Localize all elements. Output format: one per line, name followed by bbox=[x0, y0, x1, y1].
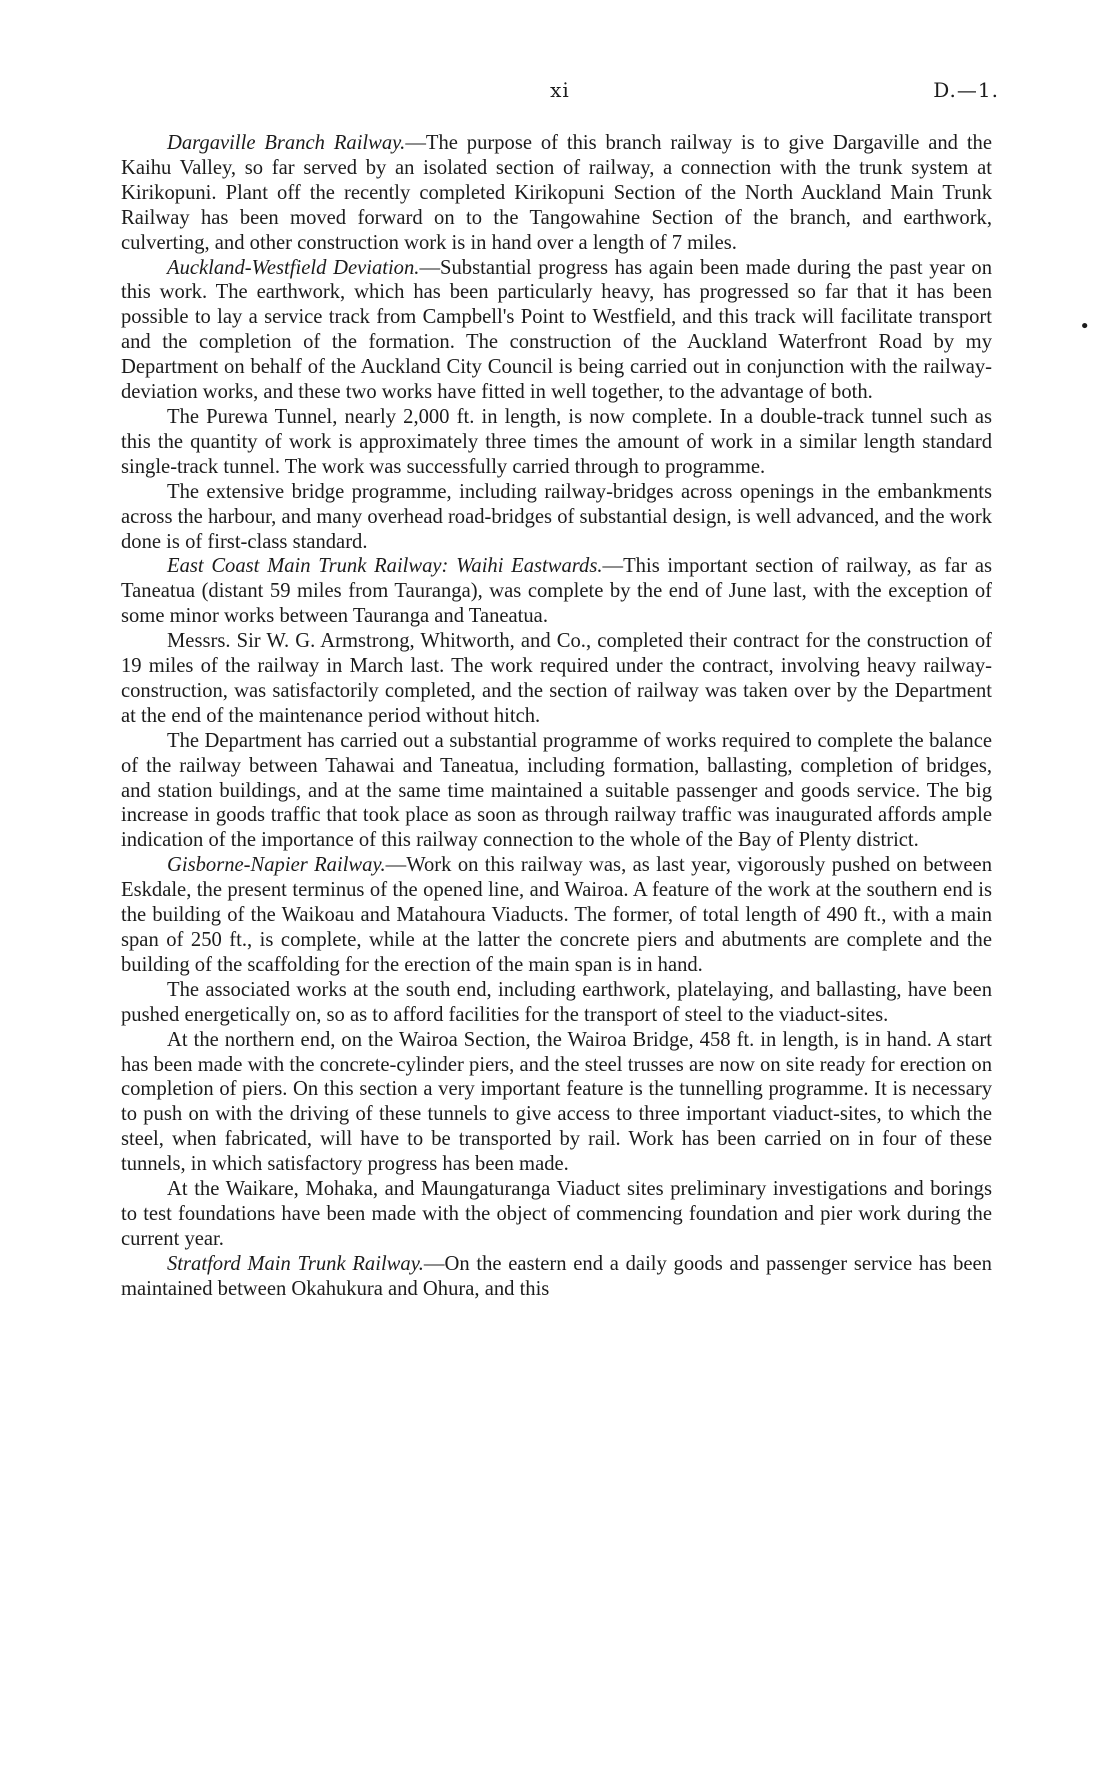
paragraph-gisborne-napier bbox=[121, 853, 992, 978]
page-number: xi bbox=[550, 78, 570, 102]
document-reference: D.—1. bbox=[933, 78, 999, 102]
paragraph-south-end-works bbox=[121, 978, 992, 1028]
paragraph-viaduct-sites bbox=[121, 1177, 992, 1252]
paragraph-text: —This important section of railway, as far as Taneatua (distant 59 miles from Tauranga), was complete by the end of June last, with the exception of some minor works between Tauranga and Taneatua. bbox=[121, 555, 992, 628]
paragraph-text: The extensive bridge programme, including railway-bridges across openings in the embankments across the harbour, and many overhead road-bridges of substantial design, is well advanced, and the work done is of first-class standard. bbox=[121, 480, 992, 553]
paragraph-text: —Work on this railway was, as last year, vigorously pushed on between Eskdale, the present terminus of the opened line, and Wairoa. A feature of the work at the southern end is the building of the Waikoau and Matahoura Viaducts. The former, of total length of 490 ft., with a main span of 250 ft., is complete, while at the latter the concrete piers and abutments are complete and the building of the scaffolding for the erection of the main span is in hand. bbox=[121, 854, 992, 976]
paragraph-auckland-westfield bbox=[121, 256, 992, 405]
body-text bbox=[121, 131, 992, 1302]
paragraph-text: The Department has carried out a substantial programme of works required to complete the balance of the railway between Tahawai and Taneatua, including formation, ballasting, completion of bridges, and station buildings, and at the same time maintained a suitable passenger and goods service. The big increase in goods traffic that took place as soon as through railway traffic was inaugurated affords ample indication of the importance of this railway connection to the whole of the Bay of Plenty district. bbox=[121, 729, 992, 852]
section-heading-stratford: Stratford Main Trunk Railway. bbox=[167, 1252, 424, 1275]
paragraph-department-works bbox=[121, 729, 992, 854]
paragraph-text: —On the eastern end a daily goods and passenger service has been maintained between Okahukura and Ohura, and this bbox=[121, 1252, 992, 1300]
margin-mark: • bbox=[1079, 316, 1090, 337]
paragraph-bridge-programme bbox=[121, 480, 992, 555]
paragraph-text: The associated works at the south end, including earthwork, platelaying, and ballasting, have been pushed energetically on, so as to afford facilities for the transport of steel to the viaduct-sites. bbox=[121, 978, 992, 1026]
paragraph-text: Messrs. Sir W. G. Armstrong, Whitworth, and Co., completed their contract for the construction of 19 miles of the railway in March last. The work required under the contract, involving heavy railway-construction, was satisfactorily completed, and the section of railway was taken over by the Department at the end of the maintenance period without hitch. bbox=[121, 630, 992, 727]
paragraph-east-coast bbox=[121, 554, 992, 629]
section-heading-auckland-westfield: Auckland-Westfield Deviation. bbox=[167, 256, 420, 279]
paragraph-northern-end bbox=[121, 1028, 992, 1177]
paragraph-dargaville bbox=[121, 131, 992, 256]
paragraph-text: —The purpose of this branch railway is to give Dargaville and the Kaihu Valley, so far served by an isolated section of railway, a connection with the trunk system at Kirikopuni. Plant off the recently completed Kirikopuni Section of the North Auckland Main Trunk Railway has been moved forward on to the Tangowahine Section of the branch, and earthwork, culverting, and other construction work is in hand over a length of 7 miles. bbox=[121, 132, 992, 254]
paragraph-text: The Purewa Tunnel, nearly 2,000 ft. in length, is now complete. In a double-track tunnel such as this the quantity of work is approximately three times the amount of work in a similar length standard single-track tunnel. The work was successfully carried through to programme. bbox=[121, 405, 992, 478]
paragraph-stratford bbox=[121, 1252, 992, 1302]
section-heading-dargaville: Dargaville Branch Railway. bbox=[167, 132, 406, 154]
section-heading-gisborne-napier: Gisborne-Napier Railway. bbox=[167, 854, 386, 877]
paragraph-armstrong-contract bbox=[121, 629, 992, 729]
paragraph-purewa-tunnel bbox=[121, 405, 992, 480]
paragraph-text: At the Waikare, Mohaka, and Maungaturanga Viaduct sites preliminary investigations and borings to test foundations have been made with the object of commencing foundation and pier work during the current year. bbox=[121, 1178, 992, 1250]
paragraph-text: At the northern end, on the Wairoa Section, the Wairoa Bridge, 458 ft. in length, is in hand. A start has been made with the concrete-cylinder piers, and the steel trusses are now on site ready for erection on completion of piers. On this section a very important feature is the tunnelling programme. It is necessary to push on with the driving of these tunnels to give access to three important viaduct-sites, to which the steel, when fabricated, will have to be transported by rail. Work has been carried on in four of these tunnels, in which satisfactory progress has been made. bbox=[121, 1028, 992, 1176]
section-heading-east-coast: East Coast Main Trunk Railway: Waihi Eastwards. bbox=[167, 555, 603, 578]
paragraph-text: —Substantial progress has again been made during the past year on this work. The earthwork, which has been particularly heavy, has progressed so far that it has been possible to lay a service track from Campbell's Point to Westfield, and this track will facilitate transport and the completion of the formation. The construction of the Auckland Waterfront Road by my Department on behalf of the Auckland City Council is being carried out in conjunction with the railway-deviation works, and these two works have fitted in well together, to the advantage of both. bbox=[121, 256, 992, 404]
